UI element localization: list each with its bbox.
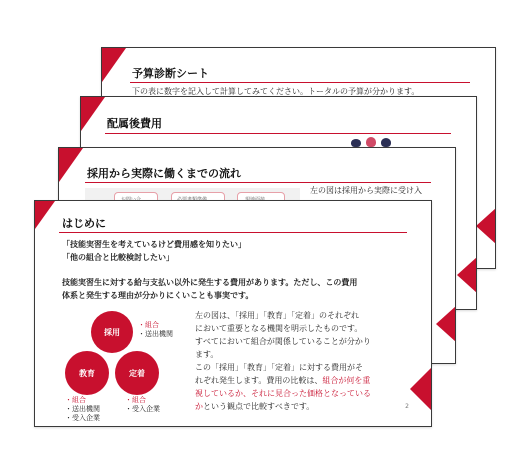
- slide-introduction: [34, 200, 432, 427]
- page-number: 2: [405, 403, 409, 410]
- slide-body-text: 下の表に数字を記入して計算してみてください。トータルの予算が分かります。: [132, 87, 420, 96]
- title-underline: [105, 133, 451, 134]
- slide-title: 採用から実際に働くまでの流れ: [87, 167, 241, 180]
- circle-retention: 定着: [115, 351, 159, 395]
- slide-edge-accent: [410, 367, 432, 411]
- body-line: [195, 375, 370, 386]
- people-illustration: [381, 138, 391, 147]
- slide-title: はじめに: [62, 217, 106, 230]
- slide-edge-accent: [457, 257, 477, 293]
- slide-corner-accent: [59, 148, 83, 182]
- bullet-item: ・送出機関: [138, 330, 173, 338]
- slide-corner-accent: [102, 48, 126, 82]
- body-line: この「採用」「教育」「定着」に対する費用がそ: [195, 363, 363, 372]
- slide-title: 配属後費用: [107, 117, 162, 130]
- body-line: 左の図は、「採用」「教育」「定着」のそれぞれ: [195, 311, 359, 320]
- emphasis-text: 視しているか、それに見合った価格となっている: [195, 389, 371, 398]
- slide-title: 予算診断シート: [132, 67, 209, 80]
- people-illustration: [351, 139, 361, 147]
- intro-text: 体系と発生する理由が分かりにくいことも事実です。: [62, 291, 254, 300]
- slide-corner-accent: [81, 97, 105, 131]
- body-line: [195, 401, 314, 412]
- bullet-item: ・送出機関: [65, 405, 100, 413]
- bullet-item: ・組合: [125, 396, 146, 404]
- retention-bullets: [125, 396, 160, 414]
- body-line-text: という観点で比較すべきです。: [203, 402, 315, 411]
- slide-body-text: 左の図は採用から実際に受け入: [310, 186, 422, 195]
- bullet-item: ・受入企業: [65, 414, 100, 422]
- circle-education: 教育: [65, 351, 109, 395]
- body-line: ます。: [195, 350, 219, 359]
- bullet-item: ・組合: [65, 396, 86, 404]
- quote-line: 「技能実習生を考えているけど費用感を知りたい」: [62, 240, 246, 249]
- body-line: すべてにおいて組合が関係していることが分かり: [195, 337, 371, 346]
- title-underline: [59, 232, 407, 233]
- title-underline: [130, 82, 470, 83]
- bullet-item: ・受入企業: [125, 405, 160, 413]
- circle-hiring: 採用: [91, 311, 133, 353]
- bullet-item: ・組合: [138, 321, 159, 329]
- slide-edge-accent: [476, 208, 496, 244]
- education-bullets: [65, 396, 100, 423]
- body-line-text: れぞれ発生します。費用の比較は、: [195, 376, 323, 385]
- slide-edge-accent: [436, 306, 456, 342]
- hiring-bullets: [138, 321, 173, 339]
- emphasis-text: 組合が何を重: [322, 376, 371, 385]
- title-underline: [85, 182, 431, 183]
- slide-corner-accent: [35, 201, 55, 229]
- emphasis-text: か: [195, 402, 203, 411]
- people-illustration: [366, 137, 376, 147]
- intro-text: 技能実習生に対する給与支払い以外に発生する費用があります。ただし、この費用: [62, 278, 358, 287]
- body-line: において重要となる機関を明示したものです。: [195, 324, 363, 333]
- quote-line: 「他の組合と比較検討したい」: [62, 253, 174, 262]
